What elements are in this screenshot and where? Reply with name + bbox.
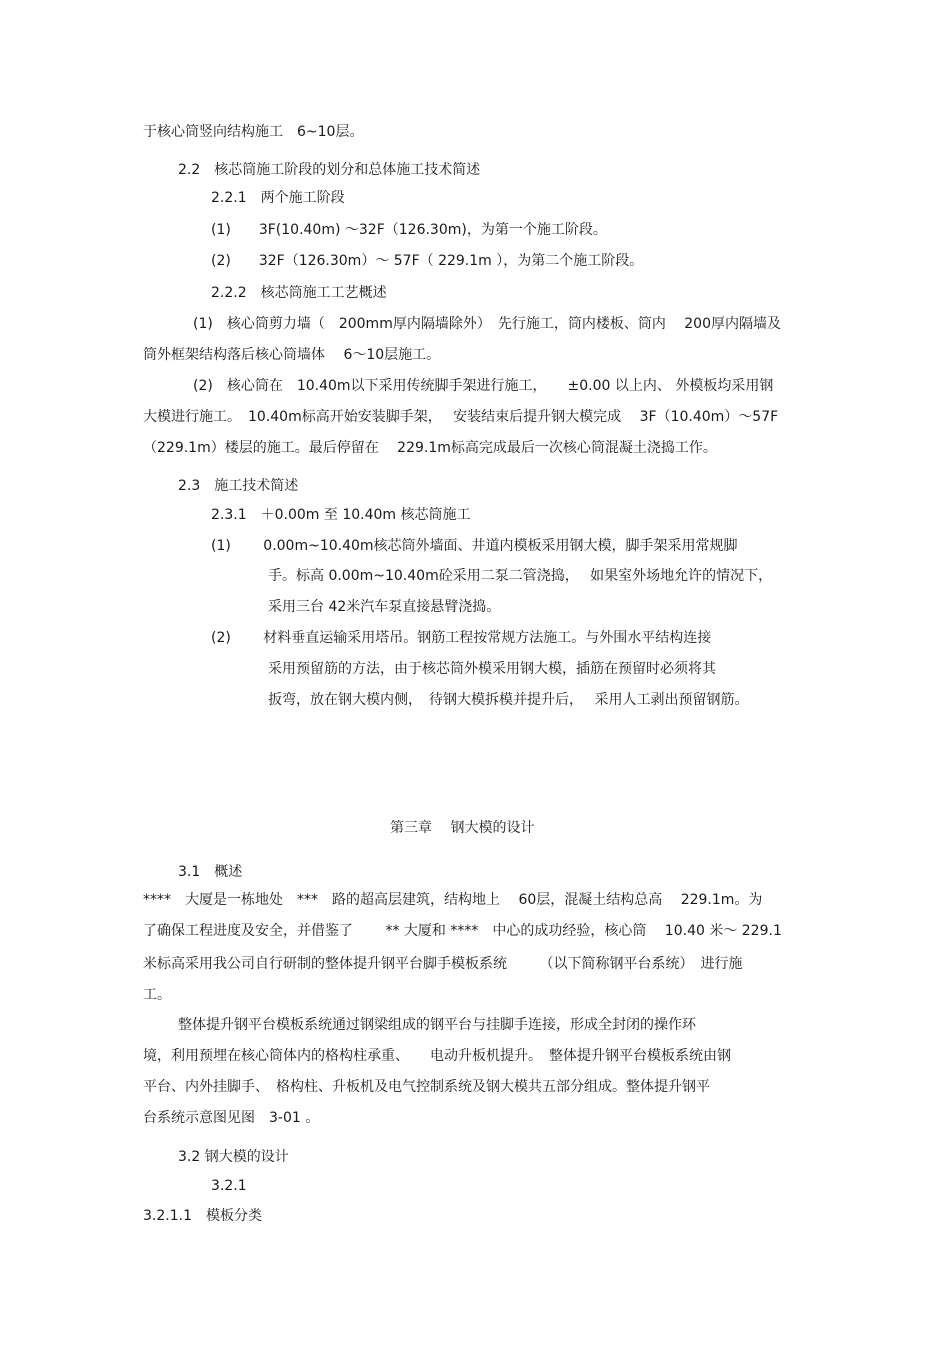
paragraph-line: (1) 核心筒剪力墙（ 200mm厚内隔墙除外） 先行施工，筒内楼板、筒内 200厚内隔墙及 (193, 316, 781, 332)
paragraph-line: 了确保工程进度及安全，并借鉴了 ** 大厦和 **** 中心的成功经验，核心筒 10.40 米～ 229.1 (143, 923, 782, 939)
list-item-continuation: 采用预留筋的方法，由于核芯筒外模采用钢大模，插筋在预留时必须将其 (268, 661, 716, 677)
subsection-heading-2-3-1: 2.3.1 ＋0.00m 至 10.40m 核芯筒施工 (211, 507, 471, 523)
section-heading-3-1: 3.1 概述 (178, 864, 243, 880)
paragraph-line: （229.1m）楼层的施工。最后停留在 229.1m标高完成最后一次核心筒混凝土浇捣工作。 (143, 440, 717, 456)
chapter-title: 第三章 钢大模的设计 (390, 820, 535, 836)
section-heading-2-3: 2.3 施工技术简述 (178, 478, 299, 494)
list-item-continuation: 手。标高 0.00m~10.40m砼采用二泵二管浇捣， 如果室外场地允许的情况下， (268, 568, 773, 584)
list-item: (1) 3F(10.40m) ～32F（126.30m)，为第一个施工阶段。 (211, 222, 607, 238)
paragraph-line: 工。 (143, 987, 171, 1003)
paragraph-line: **** 大厦是一栋地处 *** 路的超高层建筑，结构地上 60层，混凝土结构总高 229.1m。为 (143, 892, 763, 908)
list-item-continuation: 采用三台 42米汽车泵直接悬臂浇捣。 (268, 599, 501, 615)
list-item: (1) 0.00m~10.40m核芯筒外墙面、井道内模板采用钢大模，脚手架采用常规脚 (211, 538, 738, 554)
section-heading-2-2: 2.2 核芯筒施工阶段的划分和总体施工技术简述 (178, 162, 481, 178)
subsection-heading-2-2-1: 2.2.1 两个施工阶段 (211, 190, 345, 206)
paragraph-line: 境，利用预埋在核心筒体内的格构柱承重、 电动升板机提升。 整体提升钢平台模板系统由钢 (143, 1048, 731, 1064)
subsection-heading-3-2-1: 3.2.1 (211, 1178, 247, 1194)
paragraph-line: (2) 核心筒在 10.40m以下采用传统脚手架进行施工， ±0.00 以上内、 外模板均采用钢 (193, 378, 774, 394)
subsubsection-heading-3-2-1-1: 3.2.1.1 模板分类 (143, 1208, 262, 1224)
list-item: (2) 材料垂直运输采用塔吊。钢筋工程按常规方法施工。与外围水平结构连接 (211, 630, 712, 646)
list-item-continuation: 扳弯，放在钢大模内侧， 待钢大模拆模并提升后， 采用人工剥出预留钢筋。 (268, 692, 749, 708)
paragraph-line: 平台、内外挂脚手、 格构柱、升板机及电气控制系统及钢大模共五部分组成。整体提升钢平 (143, 1079, 710, 1095)
paragraph-line: 筒外框架结构落后核心筒墙体 6～10层施工。 (143, 347, 441, 363)
list-item: (2) 32F（126.30m）～ 57F（ 229.1m ），为第二个施工阶段。 (211, 253, 644, 269)
text-line: 于核心筒竖向结构施工 6~10层。 (143, 124, 364, 140)
section-heading-3-2: 3.2 钢大模的设计 (178, 1149, 289, 1165)
paragraph-line: 台系统示意图见图 3-01 。 (143, 1110, 320, 1126)
subsection-heading-2-2-2: 2.2.2 核芯筒施工工艺概述 (211, 285, 387, 301)
paragraph-line: 大模进行施工。 10.40m标高开始安装脚手架， 安装结束后提升钢大模完成 3F（10.40m）～57F (143, 409, 779, 425)
paragraph-line: 米标高采用我公司自行研制的整体提升钢平台脚手模板系统 （以下简称钢平台系统） 进行施 (143, 956, 743, 972)
paragraph-line: 整体提升钢平台模板系统通过钢梁组成的钢平台与挂脚手连接，形成全封闭的操作环 (178, 1017, 696, 1033)
